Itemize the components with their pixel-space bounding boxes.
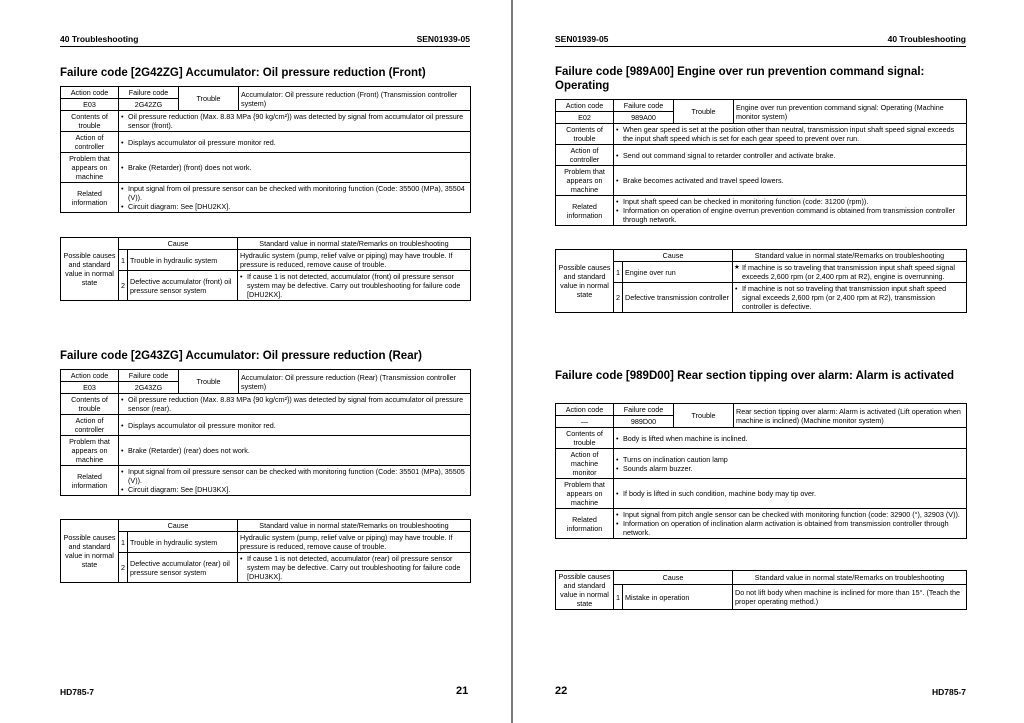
cause-remark xyxy=(733,262,967,283)
cause-remark xyxy=(238,553,471,583)
related-information-value xyxy=(614,196,967,226)
problem-on-machine-value xyxy=(614,166,967,196)
contents-of-trouble-list xyxy=(121,395,468,413)
trouble-text: Rear section tipping over alarm: Alarm is activated (Lift operation when machine is inclined) (Machine monitor system) xyxy=(734,404,967,428)
contents-of-trouble-list xyxy=(616,125,964,143)
action-of-controller-list xyxy=(121,421,468,430)
possible-causes-label: Possible causes and standard value in normal state xyxy=(556,571,614,610)
action-of-controller-row xyxy=(61,132,471,153)
cause-remark-item: • If cause 1 is not detected, accumulator (front) oil pressure sensor system may be defective. Carry out troubleshooting for failure code [DHU2KX]. xyxy=(247,272,468,299)
contents-of-trouble-item: • When gear speed is set at the position other than neutral, transmission input shaft speed signal exceeds the input shaft speed which is set for each gear speed to prevent over run. xyxy=(623,125,964,143)
action-of-controller-list xyxy=(121,138,468,147)
header-document-code: SEN01939-05 xyxy=(555,34,609,44)
related-information-item: • Input shaft speed can be checked in monitoring function (code: 31200 (rpm)). xyxy=(623,197,964,206)
related-information-row xyxy=(556,509,967,539)
action-of-controller-item: • Turns on inclination caution lamp xyxy=(623,455,964,464)
cause-remark xyxy=(733,283,967,313)
problem-on-machine-item: • If body is lifted in such condition, machine body may tip over. xyxy=(623,489,964,498)
failure-code: 989D00 xyxy=(614,416,674,428)
related-information-item: • Information on operation of inclination alarm activation is obtained from transmission controller through network. xyxy=(623,519,964,537)
cause-number: 2 xyxy=(119,553,128,583)
action-of-controller-item: • Displays accumulator oil pressure monitor red. xyxy=(128,138,468,147)
action-of-controller-item: • Sounds alarm buzzer. xyxy=(623,464,964,473)
related-information-list xyxy=(121,184,468,211)
contents-of-trouble-item: • Body is lifted when machine is inclined. xyxy=(623,434,964,443)
cause-remark xyxy=(238,271,471,301)
contents-of-trouble-list xyxy=(616,434,964,443)
related-information-list xyxy=(121,467,468,494)
page-number: 21 xyxy=(456,685,469,697)
possible-causes-label: Possible causes and standard value in normal state xyxy=(61,238,119,301)
problem-on-machine-value xyxy=(119,153,471,183)
cause-row xyxy=(61,250,471,271)
related-information-row xyxy=(61,466,471,496)
problem-on-machine-list xyxy=(616,176,964,185)
problem-on-machine-row xyxy=(61,153,471,183)
problem-on-machine-value xyxy=(119,436,471,466)
related-information-list xyxy=(616,510,964,537)
problem-on-machine-item: • Brake (Retarder) (rear) does not work. xyxy=(128,446,468,455)
action-of-controller-row xyxy=(61,415,471,436)
action-of-controller-label: Action of controller xyxy=(556,145,614,166)
action-code-label: Action code xyxy=(61,370,119,382)
action-code-label: Action code xyxy=(556,404,614,416)
possible-causes-table xyxy=(555,249,967,313)
cause-row xyxy=(61,532,471,553)
header-section-title: 40 Troubleshooting xyxy=(60,34,139,44)
related-information-item: • Input signal from pitch angle sensor can be checked with monitoring function (code: 32900 (°), 32903 (V)). xyxy=(623,510,964,519)
related-information-item: • Circuit diagram: See [DHU3KX]. xyxy=(128,485,468,494)
standard-value-header: Standard value in normal state/Remarks on troubleshooting xyxy=(733,250,967,262)
related-information-list xyxy=(616,197,964,224)
failure-info-table xyxy=(555,403,967,539)
cause-remark-list xyxy=(240,554,468,581)
failure-title: Failure code [2G43ZG] Accumulator: Oil pressure reduction (Rear) xyxy=(60,350,422,362)
action-of-controller-value xyxy=(614,449,967,479)
header-section-title: 40 Troubleshooting xyxy=(887,34,966,44)
failure-title: Failure code [989A00] Engine over run prevention command signal: Operating xyxy=(555,66,925,92)
problem-on-machine-item: • Brake (Retarder) (front) does not work. xyxy=(128,163,468,172)
problem-on-machine-row xyxy=(61,436,471,466)
action-of-controller-item: • Displays accumulator oil pressure monitor red. xyxy=(128,421,468,430)
cause-remark-text: Hydraulic system (pump, relief valve or piping) may have trouble. If pressure is reduced, remove cause of trouble. xyxy=(240,533,453,551)
standard-value-header: Standard value in normal state/Remarks on troubleshooting xyxy=(733,571,967,585)
trouble-text: Engine over run prevention command signal: Operating (Machine monitor system) xyxy=(734,100,967,124)
problem-on-machine-list xyxy=(121,446,468,455)
contents-of-trouble-label: Contents of trouble xyxy=(556,124,614,145)
cause-text: Defective accumulator (rear) oil pressure sensor system xyxy=(128,553,238,583)
right-page xyxy=(513,0,1024,723)
action-code: E03 xyxy=(61,99,119,111)
failure-code-label: Failure code xyxy=(614,100,674,112)
cause-number: 2 xyxy=(614,283,623,313)
related-information-item: • Circuit diagram: See [DHU2KX]. xyxy=(128,202,468,211)
action-of-controller-row xyxy=(556,145,967,166)
problem-on-machine-list xyxy=(121,163,468,172)
related-information-label: Related information xyxy=(556,196,614,226)
cause-text: Mistake in operation xyxy=(623,585,733,610)
standard-value-header: Standard value in normal state/Remarks on troubleshooting xyxy=(238,520,471,532)
cause-row xyxy=(556,262,967,283)
failure-code-label: Failure code xyxy=(119,87,179,99)
problem-on-machine-row xyxy=(556,479,967,509)
cause-remark-item: • If cause 1 is not detected, accumulator (rear) oil pressure sensor system may be defective. Carry out troubleshooting for failure code [DHU3KX]. xyxy=(247,554,468,581)
related-information-label: Related information xyxy=(61,183,119,213)
header-document-code: SEN01939-05 xyxy=(416,34,470,44)
cause-remark xyxy=(733,585,967,610)
action-of-controller-list xyxy=(616,455,964,473)
cause-header: Cause xyxy=(119,238,238,250)
related-information-label: Related information xyxy=(556,509,614,539)
problem-on-machine-value xyxy=(614,479,967,509)
contents-of-trouble-label: Contents of trouble xyxy=(61,111,119,132)
contents-of-trouble-row xyxy=(61,111,471,132)
possible-causes-table xyxy=(60,237,471,301)
related-information-value xyxy=(119,466,471,496)
cause-text: Trouble in hydraulic system xyxy=(128,532,238,553)
failure-info-table xyxy=(60,369,471,496)
standard-value-header: Standard value in normal state/Remarks on troubleshooting xyxy=(238,238,471,250)
problem-on-machine-list xyxy=(616,489,964,498)
possible-causes-table xyxy=(60,519,471,583)
action-of-controller-label: Action of controller xyxy=(61,132,119,153)
failure-code: 989A00 xyxy=(614,112,674,124)
contents-of-trouble-row xyxy=(61,394,471,415)
action-code: — xyxy=(556,416,614,428)
cause-row xyxy=(556,283,967,313)
contents-of-trouble-row xyxy=(556,428,967,449)
failure-code-label: Failure code xyxy=(614,404,674,416)
problem-on-machine-label: Problem that appears on machine xyxy=(556,166,614,196)
footer-model: HD785-7 xyxy=(931,687,966,697)
page-number: 22 xyxy=(555,685,568,697)
contents-of-trouble-value xyxy=(119,111,471,132)
possible-causes-label: Possible causes and standard value in normal state xyxy=(61,520,119,583)
problem-on-machine-label: Problem that appears on machine xyxy=(61,153,119,183)
action-code-label: Action code xyxy=(61,87,119,99)
cause-text: Defective accumulator (front) oil pressure sensor system xyxy=(128,271,238,301)
cause-row xyxy=(61,271,471,301)
contents-of-trouble-value xyxy=(614,428,967,449)
problem-on-machine-item: • Brake becomes activated and travel speed lowers. xyxy=(623,176,964,185)
related-information-row xyxy=(556,196,967,226)
cause-remark xyxy=(238,532,471,553)
cause-number: 1 xyxy=(614,262,623,283)
footer-model: HD785-7 xyxy=(60,687,95,697)
contents-of-trouble-value xyxy=(614,124,967,145)
failure-code: 2G43ZG xyxy=(119,382,179,394)
cause-remark xyxy=(238,250,471,271)
trouble-label: Trouble xyxy=(674,404,734,428)
left-page xyxy=(0,0,511,723)
cause-text: Engine over run xyxy=(623,262,733,283)
action-of-controller-value xyxy=(119,132,471,153)
action-of-controller-row xyxy=(556,449,967,479)
action-of-controller-label: Action of machine monitor xyxy=(556,449,614,479)
contents-of-trouble-label: Contents of trouble xyxy=(556,428,614,449)
cause-number: 1 xyxy=(119,250,128,271)
trouble-text: Accumulator: Oil pressure reduction (Rear) (Transmission controller system) xyxy=(239,370,471,394)
trouble-label: Trouble xyxy=(179,370,239,394)
possible-causes-label: Possible causes and standard value in normal state xyxy=(556,250,614,313)
trouble-text: Accumulator: Oil pressure reduction (Front) (Transmission controller system) xyxy=(239,87,471,111)
cause-row xyxy=(556,585,967,610)
possible-causes-table xyxy=(555,570,967,610)
contents-of-trouble-value xyxy=(119,394,471,415)
failure-code-label: Failure code xyxy=(119,370,179,382)
cause-number: 2 xyxy=(119,271,128,301)
cause-remark-list xyxy=(735,284,964,311)
cause-remark-text: Hydraulic system (pump, relief valve or piping) may have trouble. If pressure is reduced, remove cause of trouble. xyxy=(240,251,453,269)
failure-title: Failure code [2G42ZG] Accumulator: Oil pressure reduction (Front) xyxy=(60,67,426,79)
related-information-row xyxy=(61,183,471,213)
related-information-value xyxy=(119,183,471,213)
contents-of-trouble-label: Contents of trouble xyxy=(61,394,119,415)
cause-header: Cause xyxy=(614,571,733,585)
contents-of-trouble-item: • Oil pressure reduction (Max. 8.83 MPa {90 kg/cm²}) was detected by signal from accumulator oil pressure sensor (rear). xyxy=(128,395,468,413)
cause-remark-item: • If machine is not so traveling that transmission input shaft speed signal exceeds 2,600 rpm (or 2,400 rpm at R2), transmission controller is defective. xyxy=(742,284,964,311)
cause-text: Trouble in hydraulic system xyxy=(128,250,238,271)
failure-info-table xyxy=(555,99,967,226)
related-information-value xyxy=(614,509,967,539)
trouble-label: Trouble xyxy=(674,100,734,124)
action-of-controller-list xyxy=(616,151,964,160)
problem-on-machine-label: Problem that appears on machine xyxy=(556,479,614,509)
action-of-controller-value xyxy=(119,415,471,436)
action-of-controller-item: • Send out command signal to retarder controller and activate brake. xyxy=(623,151,964,160)
cause-remark-list xyxy=(240,272,468,299)
action-of-controller-value xyxy=(614,145,967,166)
action-code-label: Action code xyxy=(556,100,614,112)
related-information-item: • Input signal from oil pressure sensor can be checked with monitoring function (Code: 35501 (MPa), 35505 (V)). xyxy=(128,467,468,485)
failure-info-table xyxy=(60,86,471,213)
cause-number: 1 xyxy=(119,532,128,553)
cause-remark-list xyxy=(735,263,964,281)
cause-header: Cause xyxy=(614,250,733,262)
cause-text: Defective transmission controller xyxy=(623,283,733,313)
problem-on-machine-row xyxy=(556,166,967,196)
related-information-item: • Information on operation of engine overrun prevention command is obtained from transmission controller through network. xyxy=(623,206,964,224)
cause-row xyxy=(61,553,471,583)
contents-of-trouble-list xyxy=(121,112,468,130)
action-code: E02 xyxy=(556,112,614,124)
related-information-item: • Input signal from oil pressure sensor can be checked with monitoring function (Code: 35500 (MPa), 35504 (V)). xyxy=(128,184,468,202)
header-rule xyxy=(555,46,966,47)
trouble-label: Trouble xyxy=(179,87,239,111)
contents-of-trouble-item: • Oil pressure reduction (Max. 8.83 MPa {90 kg/cm²}) was detected by signal from accumulator oil pressure sensor (front). xyxy=(128,112,468,130)
cause-number: 1 xyxy=(614,585,623,610)
contents-of-trouble-row xyxy=(556,124,967,145)
action-code: E03 xyxy=(61,382,119,394)
failure-title: Failure code [989D00] Rear section tipping over alarm: Alarm is activated xyxy=(555,370,955,382)
cause-remark-item: ★ If machine is so traveling that transmission input shaft speed signal exceeds 2,600 rpm (or 2,400 rpm at R2), engine is overrunning. xyxy=(742,263,964,281)
cause-header: Cause xyxy=(119,520,238,532)
header-rule xyxy=(60,46,470,47)
related-information-label: Related information xyxy=(61,466,119,496)
cause-remark-text: Do not lift body when machine is inclined for more than 15°. (Teach the proper operating method.) xyxy=(735,588,961,607)
failure-code: 2G42ZG xyxy=(119,99,179,111)
problem-on-machine-label: Problem that appears on machine xyxy=(61,436,119,466)
action-of-controller-label: Action of controller xyxy=(61,415,119,436)
